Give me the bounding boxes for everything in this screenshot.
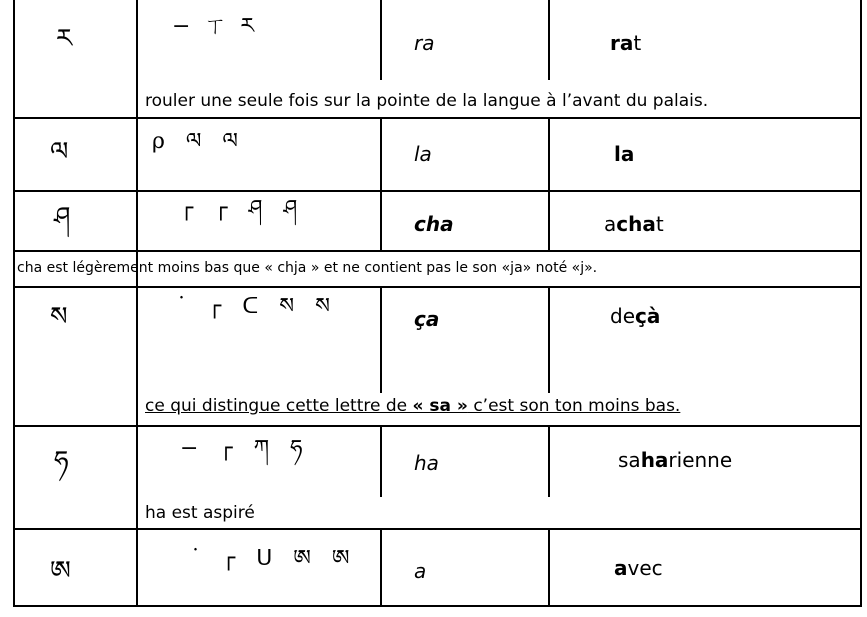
row-divider [13,117,862,119]
column-divider [548,117,550,190]
tibetan-letter: ཨ [50,556,71,586]
column-divider [548,190,550,250]
row-divider [13,190,862,192]
column-divider [380,286,382,393]
column-divider [548,0,550,80]
stroke-order: ˙ ┌ ᑕ ས ས [176,294,330,319]
table-border-left [13,0,15,607]
row-divider [13,250,862,252]
column-divider [136,0,138,607]
pronunciation-note: cha est légèrement moins bas que « chja » et ne contient pas le son «ja» noté «j». [17,260,598,276]
example-word: rat [610,31,642,55]
example-word: achat [604,212,664,236]
stroke-order: ρ ལ ལ [152,129,238,154]
tibetan-letter: ཧ [54,446,69,476]
transliteration: la [414,142,432,166]
example-word: saharienne [618,448,733,472]
column-divider [380,117,382,190]
stroke-order: − ㄒ ར [172,14,255,39]
example-word: la [614,142,635,166]
tibetan-letter: ཤ [54,202,71,232]
pronunciation-note: rouler une seule fois sur la pointe de la langue à l’avant du palais. [145,91,709,111]
transliteration: ra [414,31,435,55]
column-divider [380,528,382,605]
row-divider [13,286,862,288]
column-divider [548,286,550,393]
table-border-right [860,0,862,607]
tibetan-letter: ས [50,302,68,332]
stroke-order: ┌ ┌ ཤ ཤ [180,196,298,221]
transliteration: cha [414,212,454,236]
column-divider [548,528,550,605]
row-divider [13,528,862,530]
row-divider [13,425,862,427]
column-divider [380,425,382,497]
column-divider [380,190,382,250]
pronunciation-note: ce qui distingue cette lettre de « sa » c’est son ton moins bas. [145,396,681,416]
example-word: avec [614,556,663,580]
column-divider [548,425,550,497]
transliteration: ça [414,307,440,331]
stroke-order: − ┌ ཀ ཧ [180,436,303,461]
tibetan-letter: ར [56,24,73,54]
pronunciation-note: ha est aspiré [145,503,255,523]
tibetan-letter: ལ [50,137,69,167]
transliteration: ha [414,451,439,475]
column-divider [380,0,382,80]
table-border-bottom [13,605,862,607]
stroke-order: ˙ ┌ ᑌ ཨ ཨ [190,546,350,571]
transliteration: a [414,559,427,583]
example-word: deçà [610,304,661,328]
